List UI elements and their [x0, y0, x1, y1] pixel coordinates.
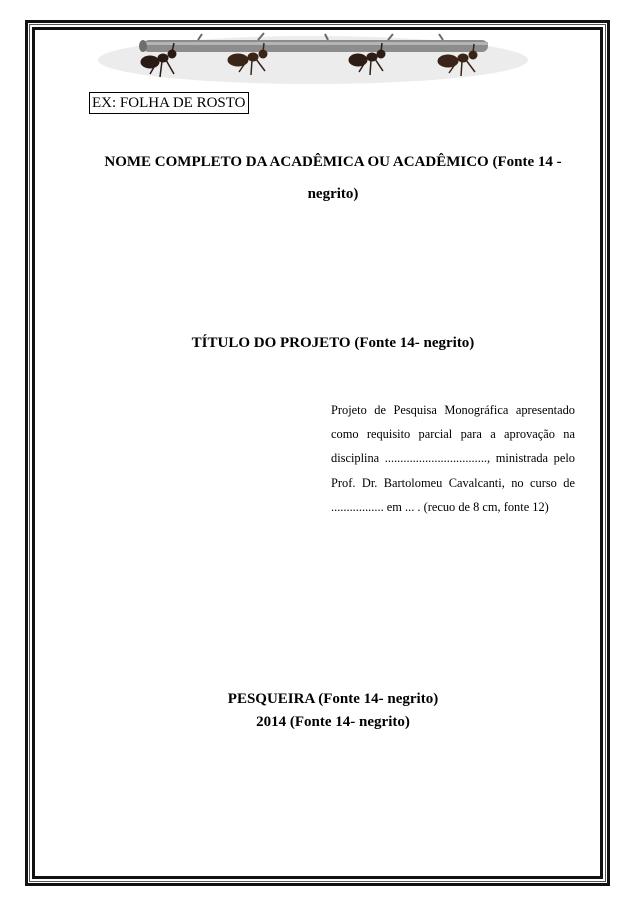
- ants-header-image: [88, 30, 538, 88]
- example-label: EX: FOLHA DE ROSTO: [89, 92, 249, 114]
- place-and-date: [88, 688, 578, 734]
- author-name: NOME COMPLETO DA ACADÊMICA OU ACADÊMICO (Fonte 14 - negrito): [104, 154, 562, 202]
- city: PESQUEIRA (Fonte 14- negrito): [227, 691, 439, 707]
- project-description: Projeto de Pesquisa Monográfica apresentado como requisito parcial para a aprovação na disciplina ................................., ministrada pelo Prof. Dr. Bartolomeu Cavalcanti, no curso de ................. em ... . (recuo de 8 cm, fonte 12): [331, 403, 575, 514]
- year: 2014 (Fonte 14- negrito): [256, 714, 410, 730]
- project-title: TÍTULO DO PROJETO (Fonte 14- negrito): [191, 335, 475, 351]
